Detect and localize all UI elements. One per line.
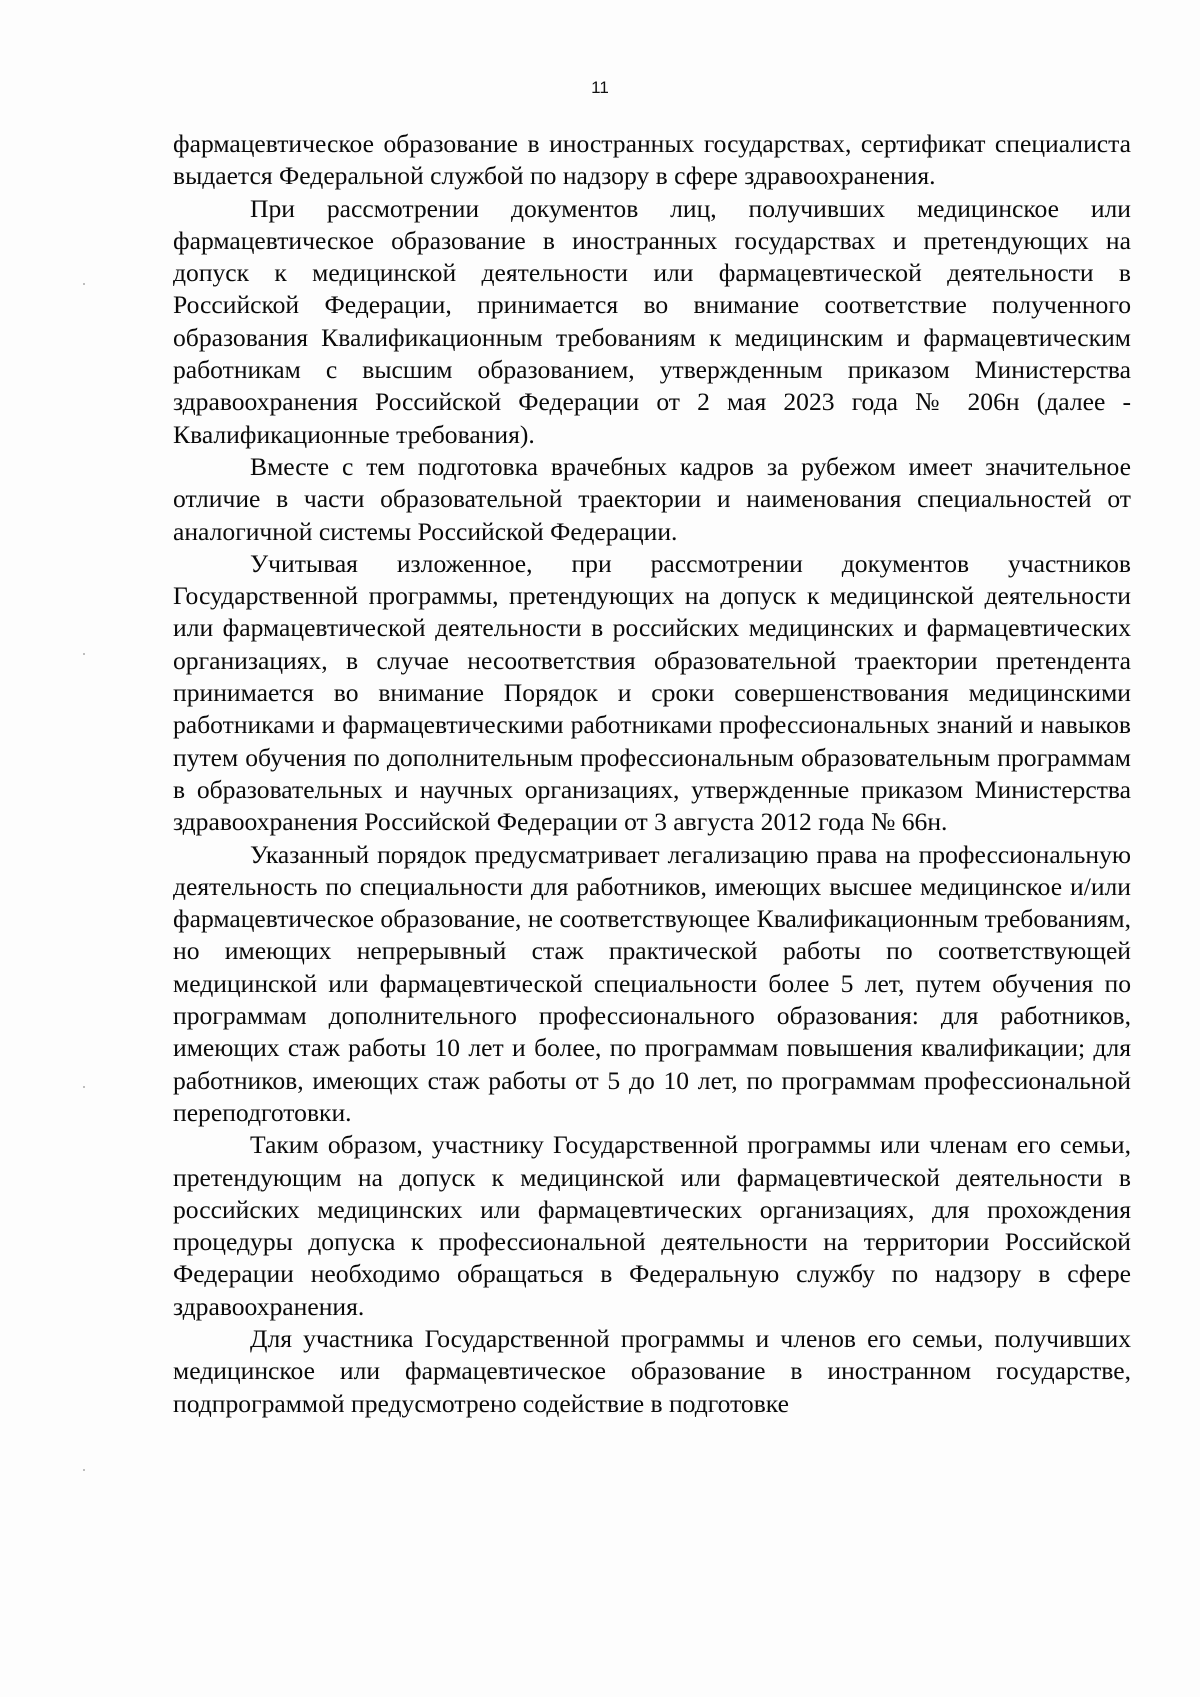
paragraph-2: При рассмотрении документов лиц, получивших медицинское или фармацевтическое образование в иностранных государствах и претендующих на допуск к медицинской деятельности или фармацевтической деятельности в Российской Федерации, принимается во внимание соответствие полученного образования Квалификационным требованиям к медицинским и фармацевтическим работникам с высшим образованием, утвержденным приказом Министерства здравоохранения Российской Федерации от 2 мая 2023 года № 206н (далее - Квалификационные требования). — [173, 193, 1131, 449]
page-number: 11 — [591, 78, 609, 97]
document-body — [173, 128, 1131, 1420]
paragraph-7: Для участника Государственной программы и членов его семьи, получивших медицинское или фармацевтическое образование в иностранном государстве, подпрограммой предусмотрено содействие в подготовке — [173, 1323, 1131, 1418]
scan-speck — [83, 1469, 85, 1471]
paragraph-4: Учитывая изложенное, при рассмотрении документов участников Государственной программы, претендующих на допуск к медицинской деятельности или фармацевтической деятельности в российских медицинских и фармацевтических организациях, в случае несоответствия образовательной траектории претендента принимается во внимание Порядок и сроки совершенствования медицинскими работниками и фармацевтическими работниками профессиональных знаний и навыков путем обучения по дополнительным профессиональным образовательным программам в образовательных и научных организациях, утвержденные приказом Министерства здравоохранения Российской Федерации от 3 августа 2012 года № 66н. — [173, 548, 1131, 837]
paragraph-5: Указанный порядок предусматривает легализацию права на профессиональную деятельность по специальности для работников, имеющих высшее медицинское и/или фармацевтическое образование, не соответствующее Квалификационным требованиям, но имеющих непрерывный стаж практической работы по соответствующей медицинской или фармацевтической специальности более 5 лет, путем обучения по программам дополнительного профессионального образования: для работников, имеющих стаж работы 10 лет и более, по программам повышения квалификации; для работников, имеющих стаж работы от 5 до 10 лет, по программам профессиональной переподготовки. — [173, 839, 1131, 1127]
scan-speck — [83, 653, 85, 655]
paragraph-3: Вместе с тем подготовка врачебных кадров за рубежом имеет значительное отличие в части образовательной траектории и наименования специальностей от аналогичной системы Российской Федерации. — [173, 451, 1131, 546]
scan-speck — [83, 1086, 85, 1088]
paragraph-1: фармацевтическое образование в иностранных государствах, сертификат специалиста выдается Федеральной службой по надзору в сфере здравоохранения. — [173, 129, 1131, 191]
scan-speck — [83, 283, 85, 285]
paragraph-6: Таким образом, участнику Государственной программы или членам его семьи, претендующим на допуск к медицинской или фармацевтической деятельности в российских медицинских или фармацевтических организациях, для прохождения процедуры допуска к профессиональной деятельности на территории Российской Федерации необходимо обращаться в Федеральную службу по надзору в сфере здравоохранения. — [173, 1130, 1131, 1321]
